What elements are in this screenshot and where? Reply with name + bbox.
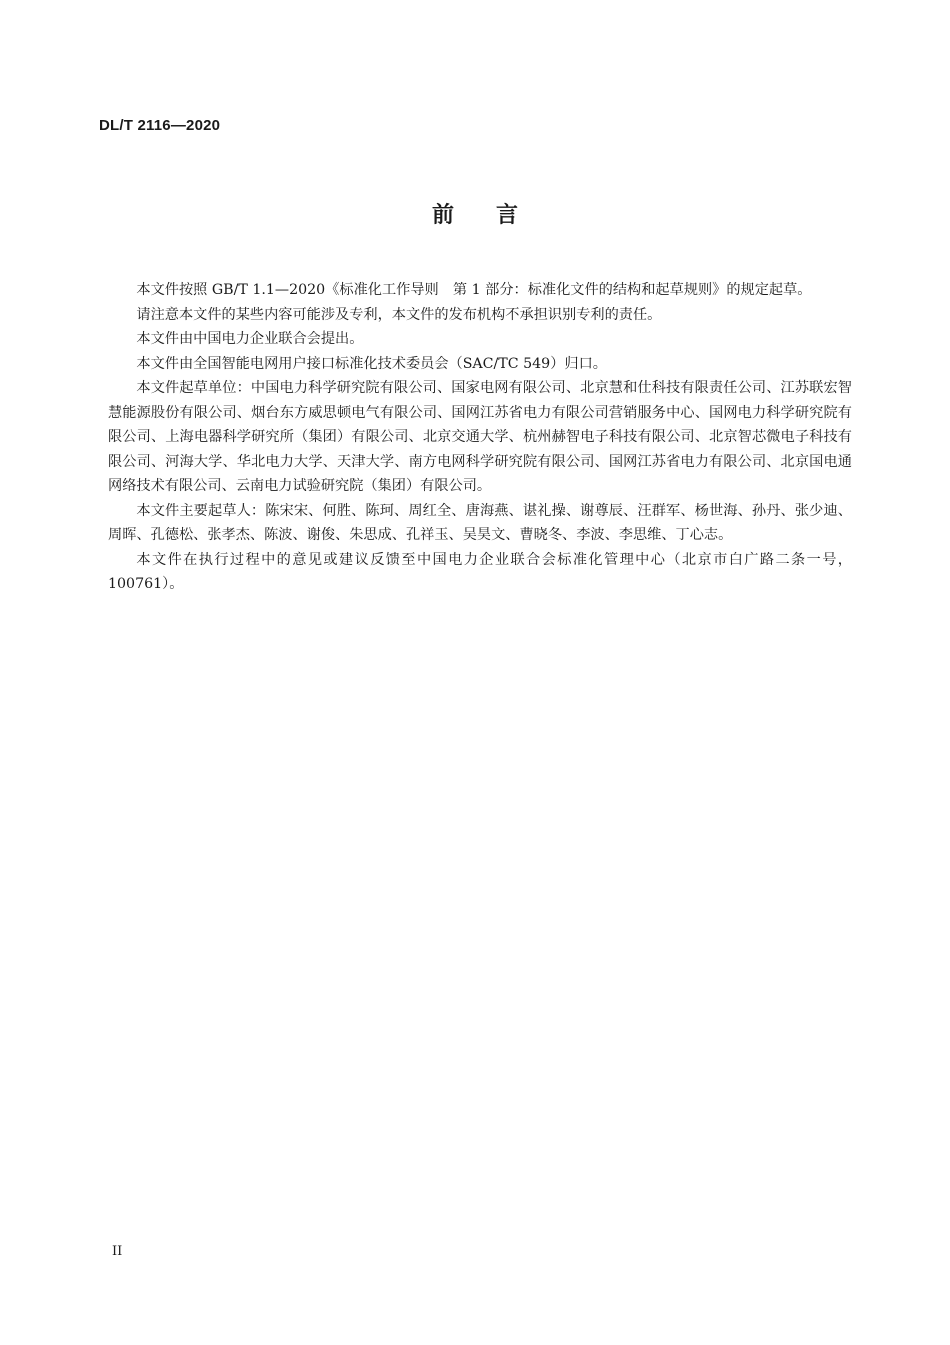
paragraph-patent-notice: 请注意本文件的某些内容可能涉及专利，本文件的发布机构不承担识别专利的责任。: [136, 306, 662, 323]
paragraph-feedback: 本文件在执行过程中的意见或建议反馈至中国电力企业联合会标准化管理中心（北京市白广路二条一号，100761）。: [108, 551, 852, 592]
page-title: 前言: [431, 203, 560, 228]
standard-code: DL/T 2116—2020: [99, 117, 221, 134]
paragraph-administrator: 本文件由全国智能电网用户接口标准化技术委员会（SAC/TC 549）归口。: [136, 355, 607, 372]
paragraph-main-drafters: 本文件主要起草人：陈宋宋、何胜、陈珂、周红全、唐海燕、谌礼操、谢尊辰、汪群军、杨世海、孙丹、张少迪、周晖、孔德松、张孝杰、陈波、谢俊、朱思成、孔祥玉、吴昊文、曹晓冬、李波、李思维、丁心志。: [108, 502, 852, 543]
paragraph-drafting-rules: 本文件按照 GB/T 1.1—2020《标准化工作导则 第 1 部分：标准化文件的结构和起草规则》的规定起草。: [136, 282, 812, 298]
paragraph-proposer: 本文件由中国电力企业联合会提出。: [136, 331, 364, 347]
page-number: II: [112, 1244, 123, 1259]
paragraph-drafting-organizations: 本文件起草单位：中国电力科学研究院有限公司、国家电网有限公司、北京慧和仕科技有限责任公司、江苏联宏智慧能源股份有限公司、烟台东方威思顿电气有限公司、国网江苏省电力有限公司营销服务中心、国网电力科学研究院有限公司、上海电器科学研究所（集团）有限公司、北京交通大学、杭州赫智电子科技有限公司、北京智芯微电子科技有限公司、河海大学、华北电力大学、天津大学、南方电网科学研究院有限公司、国网江苏省电力有限公司、北京国电通网络技术有限公司、云南电力试验研究院（集团）有限公司。: [108, 380, 852, 494]
foreword-body: [108, 278, 852, 597]
